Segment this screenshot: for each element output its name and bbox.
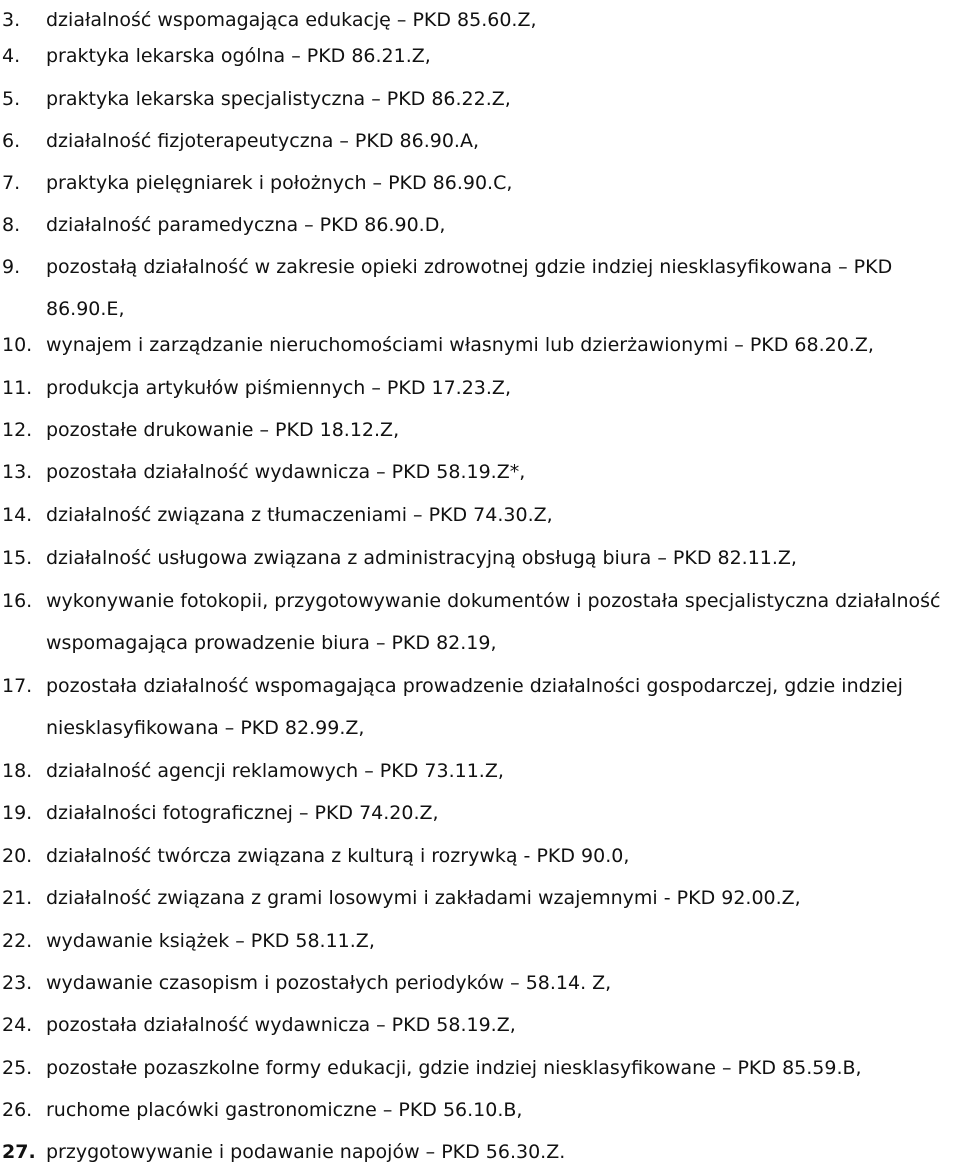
list-item-text: działalność paramedyczna – PKD 86.90.D,: [46, 214, 446, 236]
list-item-text: działalność związana z tłumaczeniami – PKD 74.30.Z,: [46, 504, 553, 526]
list-item-text: praktyka pielęgniarek i położnych – PKD 86.90.C,: [46, 172, 513, 194]
list-item-number: 23.: [2, 972, 33, 994]
list-item-number: 26.: [2, 1099, 33, 1121]
list-item-text: ruchome placówki gastronomiczne – PKD 56.10.B,: [46, 1099, 523, 1121]
list-item-number: 21.: [2, 887, 33, 909]
list-item-text: pozostałe pozaszkolne formy edukacji, gdzie indziej niesklasyfikowane – PKD 85.59.B,: [46, 1057, 862, 1079]
list-item-number: 13.: [2, 461, 33, 483]
list-item-text: działalność fizjoterapeutyczna – PKD 86.90.A,: [46, 130, 479, 152]
list-item-number: 10.: [2, 334, 33, 356]
list-item-number: 19.: [2, 802, 33, 824]
list-item-text: przygotowywanie i podawanie napojów – PKD 56.30.Z.: [46, 1141, 566, 1163]
list-item-text: działalność związana z grami losowymi i zakładami wzajemnymi - PKD 92.00.Z,: [46, 887, 801, 909]
list-item-number: 3.: [2, 9, 21, 31]
list-item-number: 17.: [2, 675, 33, 697]
list-item-text: pozostała działalność wspomagająca prowadzenie działalności gospodarczej, gdzie indziej niesklasyfikowana – PKD 82.99.Z,: [46, 675, 903, 739]
list-item-number: 12.: [2, 419, 33, 441]
list-item-number: 8.: [2, 214, 21, 236]
list-item-text: wykonywanie fotokopii, przygotowywanie dokumentów i pozostała specjalistyczna działalność wspomagająca prowadzenie biura – PKD 82.19,: [46, 590, 941, 654]
list-item-text: wynajem i zarządzanie nieruchomościami własnymi lub dzierżawionymi – PKD 68.20.Z,: [46, 334, 874, 356]
list-item-text: wydawanie czasopism i pozostałych periodyków – 58.14. Z,: [46, 972, 612, 994]
list-item-text: działalność agencji reklamowych – PKD 73.11.Z,: [46, 760, 504, 782]
list-item-number: 4.: [2, 45, 21, 67]
list-item-number: 20.: [2, 845, 33, 867]
list-item-number: 27.: [2, 1141, 36, 1163]
list-item-number: 7.: [2, 172, 21, 194]
list-item-text: wydawanie książek – PKD 58.11.Z,: [46, 930, 375, 952]
list-item-text: praktyka lekarska specjalistyczna – PKD 86.22.Z,: [46, 88, 511, 110]
list-item-text: pozostała działalność wydawnicza – PKD 58.19.Z,: [46, 1014, 516, 1036]
list-item-number: 15.: [2, 547, 33, 569]
list-item-number: 22.: [2, 930, 33, 952]
list-item-text: pozostałe drukowanie – PKD 18.12.Z,: [46, 419, 400, 441]
list-item-number: 5.: [2, 88, 21, 110]
list-item-number: 18.: [2, 760, 33, 782]
list-item-number: 9.: [2, 256, 21, 278]
list-item-number: 14.: [2, 504, 33, 526]
list-item-text: pozostała działalność wydawnicza – PKD 58.19.Z*,: [46, 461, 526, 483]
list-item-text: praktyka lekarska ogólna – PKD 86.21.Z,: [46, 45, 431, 67]
list-item-text: działalność twórcza związana z kulturą i rozrywką - PKD 90.0,: [46, 845, 630, 867]
list-item-text: działalność usługowa związana z administracyjną obsługą biura – PKD 82.11.Z,: [46, 547, 797, 569]
list-item-number: 25.: [2, 1057, 33, 1079]
list-item-number: 11.: [2, 377, 33, 399]
list-item-number: 24.: [2, 1014, 33, 1036]
list-item-text: pozostałą działalność w zakresie opieki zdrowotnej gdzie indziej niesklasyfikowana – PKD 86.90.E,: [46, 256, 893, 320]
list-item-text: działalność wspomagająca edukację – PKD 85.60.Z,: [46, 9, 537, 31]
list-item-text: produkcja artykułów piśmiennych – PKD 17.23.Z,: [46, 377, 511, 399]
list-item-number: 16.: [2, 590, 33, 612]
list-item-number: 6.: [2, 130, 21, 152]
list-item-text: działalności fotograficznej – PKD 74.20.Z,: [46, 802, 439, 824]
